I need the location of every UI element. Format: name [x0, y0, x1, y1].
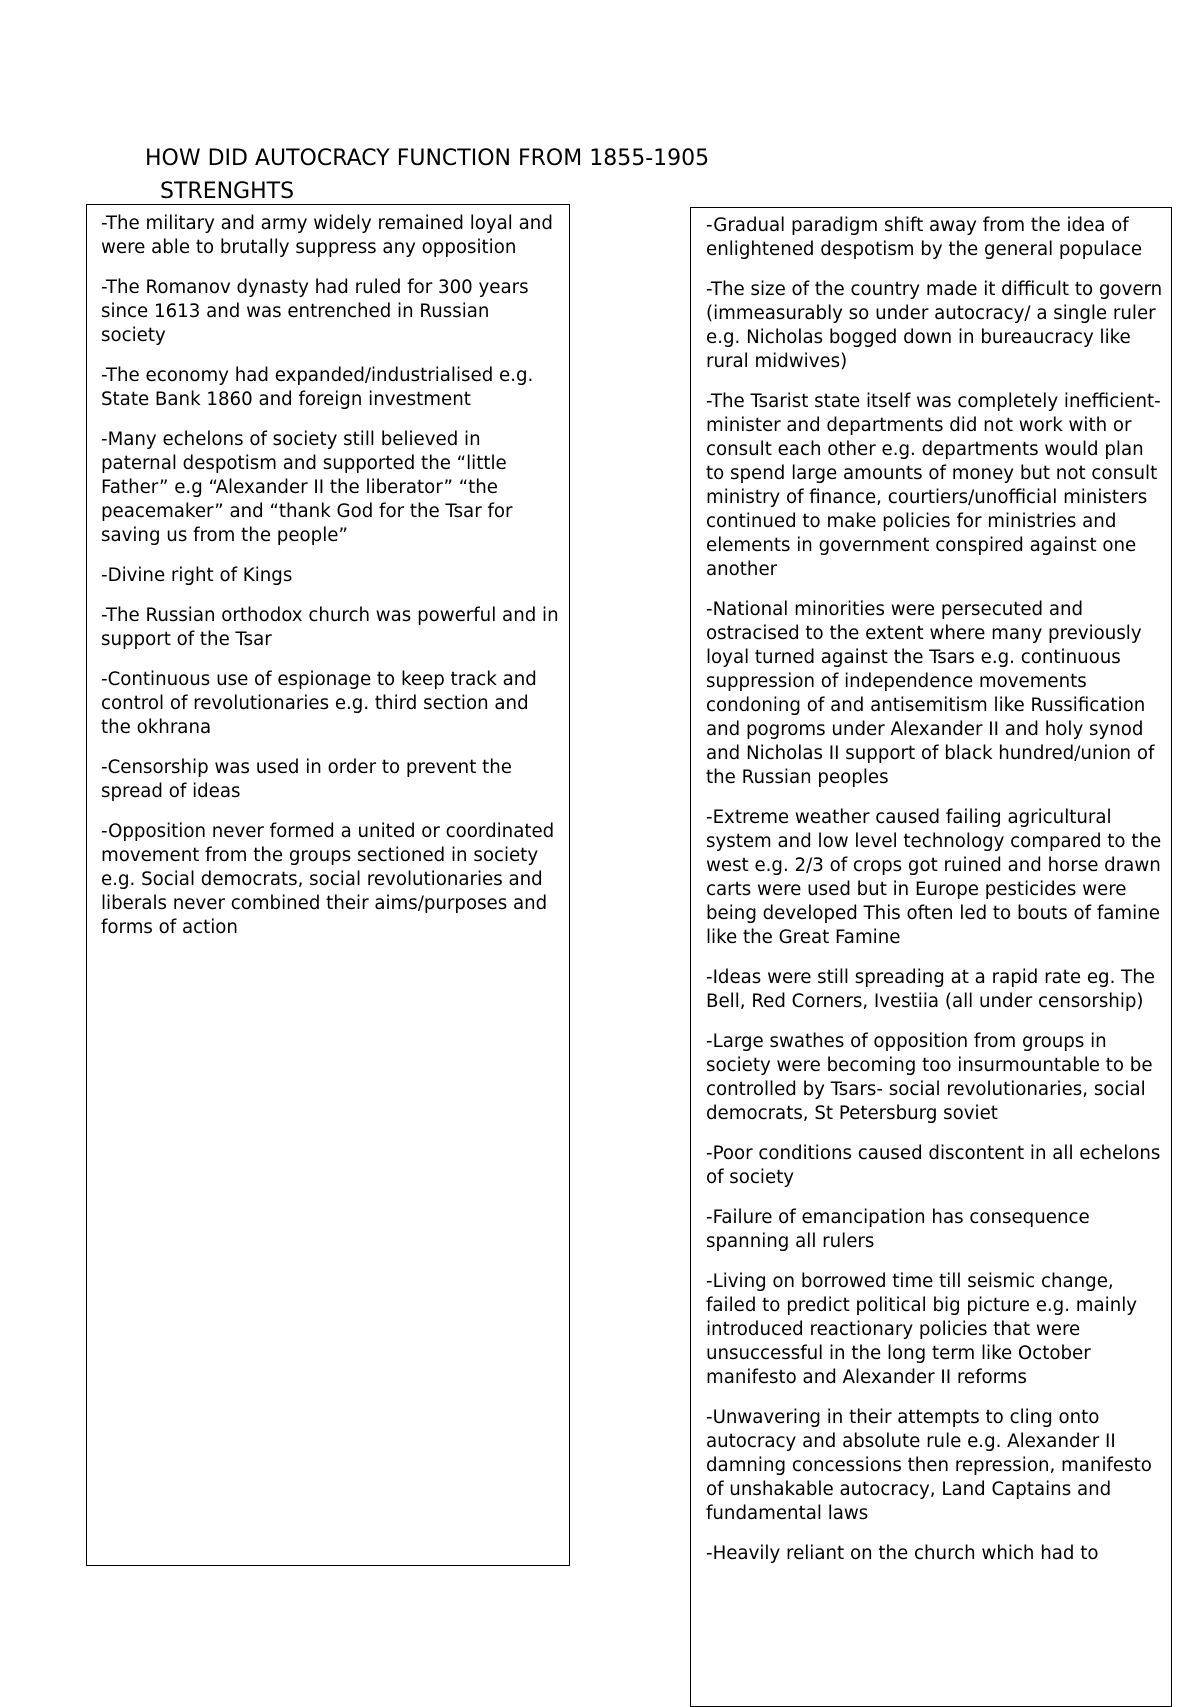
strength-point: -The Romanov dynasty had ruled for 300 years since 1613 and was entrenched in Russian society [101, 277, 529, 346]
strength-point: -Many echelons of society still believed in paternal despotism and supported the “little Father” e.g “Alexander II the liberator” “the peacemaker” and “thank God for the Tsar for saving us from the people” [101, 429, 513, 546]
strength-point: -The economy had expanded/industrialised e.g. State Bank 1860 and foreign investment [101, 365, 534, 410]
strength-point: -The Russian orthodox church was powerful and in support of the Tsar [101, 605, 559, 650]
weakness-point: -Extreme weather caused failing agricultural system and low level technology compared to the west e.g. 2/3 of crops got ruined and horse drawn carts were used but in Europe pesticides were being developed This often led to bouts of famine like the Great Famine [706, 807, 1162, 948]
strength-point: -Opposition never formed a united or coordinated movement from the groups sectioned in society e.g. Social democrats, social revolutionaries and liberals never combined their aims/purposes and forms of action [101, 821, 555, 938]
weakness-point: -The size of the country made it difficult to govern (immeasurably so under autocracy/ a single ruler e.g. Nicholas bogged down in bureaucracy like rural midwives) [706, 279, 1163, 372]
strength-point: -Censorship was used in order to prevent the spread of ideas [101, 757, 512, 802]
strength-point: -Continuous use of espionage to keep track and control of revolutionaries e.g. third section and the okhrana [101, 669, 537, 738]
strengths-box [86, 204, 570, 1566]
weakness-point: -The Tsarist state itself was completely inefficient- minister and departments did not work with or consult each other e.g. departments would plan to spend large amounts of money but not consult ministry of finance, courtiers/unofficial ministers continued to make policies for ministries and elements in government conspired against one another [706, 391, 1161, 580]
weakness-point: -Gradual paradigm shift away from the idea of enlightened despotism by the general populace [706, 215, 1143, 260]
page-title: HOW DID AUTOCRACY FUNCTION FROM 1855-1905 [145, 146, 710, 171]
strength-point: -Divine right of Kings [101, 565, 293, 586]
weakness-point: -Poor conditions caused discontent in all echelons of society [706, 1143, 1161, 1188]
weakness-point: -Failure of emancipation has consequence spanning all rulers [706, 1207, 1090, 1252]
weakness-point: -Large swathes of opposition from groups in society were becoming too insurmountable to be controlled by Tsars- social revolutionaries, social democrats, St Petersburg soviet [706, 1031, 1153, 1124]
weakness-point: -Unwavering in their attempts to cling onto autocracy and absolute rule e.g. Alexander II damning concessions then repression, manifesto of unshakable autocracy, Land Captains and fundamental laws [706, 1407, 1152, 1524]
weaknesses-box [690, 207, 1172, 1707]
weakness-point: -Heavily reliant on the church which had to [706, 1543, 1099, 1564]
strengths-heading: STRENGHTS [160, 179, 295, 204]
weakness-point: -National minorities were persecuted and ostracised to the extent where many previously loyal turned against the Tsars e.g. continuous suppression of independence movements condoning of and antisemitism like Russification and pogroms under Alexander II and holy synod and Nicholas II support of black hundred/union of the Russian peoples [706, 599, 1155, 788]
strength-point: -The military and army widely remained loyal and were able to brutally suppress any opposition [101, 213, 553, 258]
weakness-point: -Living on borrowed time till seismic change, failed to predict political big picture e.g. mainly introduced reactionary policies that were unsuccessful in the long term like October manifesto and Alexander II reforms [706, 1271, 1138, 1388]
weakness-point: -Ideas were still spreading at a rapid rate eg. The Bell, Red Corners, Ivestiia (all under censorship) [706, 967, 1155, 1012]
